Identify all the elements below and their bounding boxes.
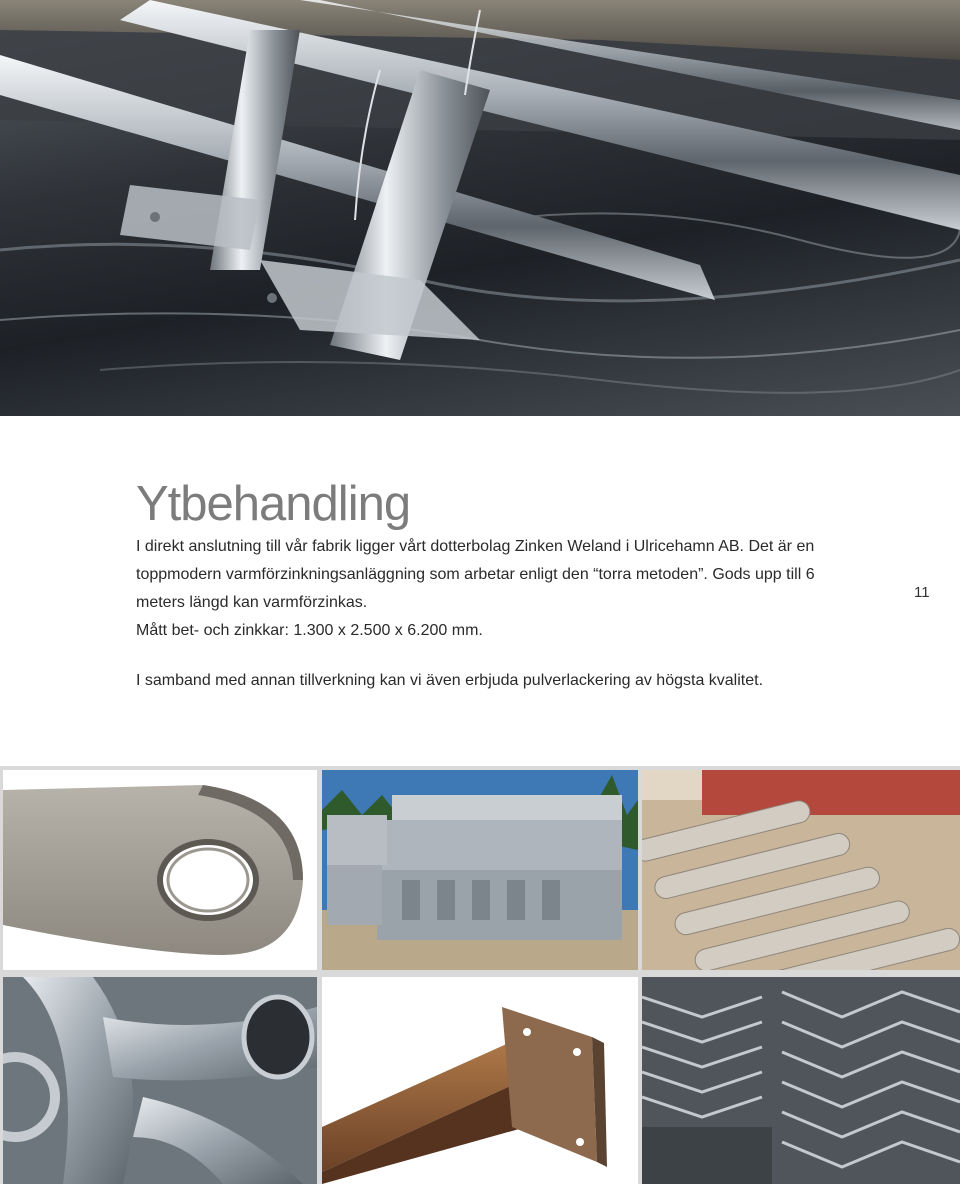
angle-iron-illustration [642, 977, 960, 1184]
rusty-tube-illustration [322, 977, 638, 1184]
hero-photo-galvanized-frame [0, 0, 960, 416]
photo-grid [0, 766, 960, 1184]
hero-illustration [0, 0, 960, 416]
photo-galvanized-bins [322, 770, 638, 970]
photo-flat-bars-conveyor [642, 770, 960, 970]
paragraph-powder-coating: I samband med annan tillverkning kan vi även erbjuda pulverlackering av högsta kvalitet. [136, 672, 764, 689]
paragraph-tank-dimensions: Mått bet- och zinkkar: 1.300 x 2.500 x 6.200 mm. [136, 622, 483, 639]
page-title: Ytbehandling [136, 477, 411, 531]
photo-angle-iron-stack [642, 977, 960, 1184]
page-number: 11 [914, 584, 930, 601]
threaded-lug-illustration [3, 770, 317, 970]
photo-rusty-tube [322, 977, 638, 1184]
photo-pipe-fittings [3, 977, 317, 1184]
body-text [136, 533, 836, 695]
galvanized-bins-illustration [322, 770, 638, 970]
flat-bars-illustration [642, 770, 960, 970]
pipe-fittings-illustration [3, 977, 317, 1184]
paragraph-zinc-plant: I direkt anslutning till vår fabrik ligger vårt dotterbolag Zinken Weland i Ulricehamn AB. Det är en toppmodern varmförzinkningsanläggning som arbetar enligt den “torra metoden”. Gods upp till 6 meters längd kan varmförzinkas. [136, 538, 815, 611]
photo-threaded-lug [3, 770, 317, 970]
